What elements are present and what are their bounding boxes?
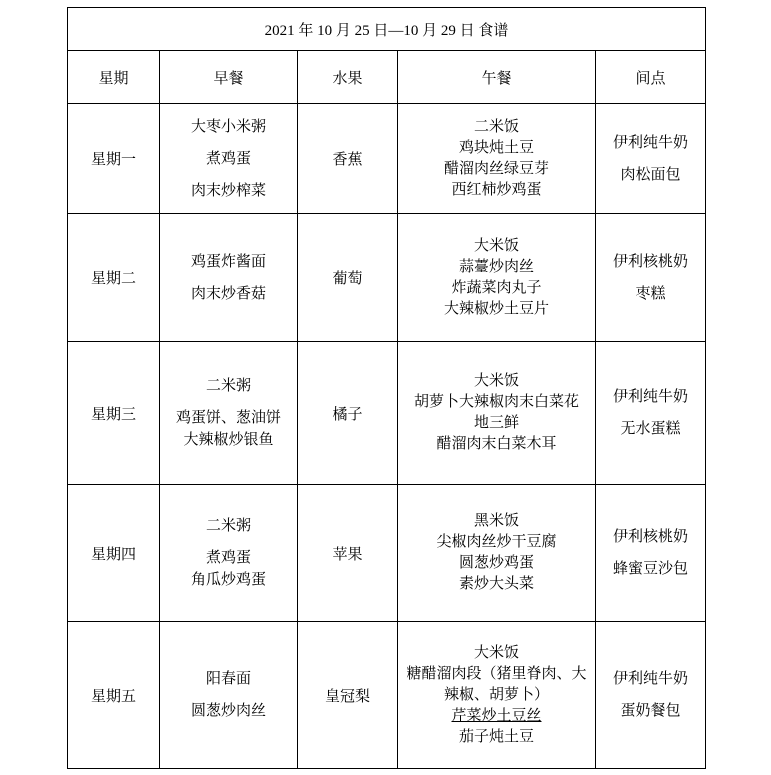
table-title: 2021 年 10 月 25 日—10 月 29 日 食谱 xyxy=(68,8,706,51)
menu-item-text: 芹菜炒土豆丝 xyxy=(451,707,542,724)
menu-item-text: 阳春面 xyxy=(205,671,251,687)
menu-row xyxy=(68,104,706,214)
menu-item-text: 圆葱炒鸡蛋 xyxy=(458,555,534,571)
menu-item-text: 无水蛋糕 xyxy=(620,421,681,437)
menu-item-text: 茄子炖土豆 xyxy=(458,728,534,745)
menu-item-text: 伊利核桃奶 xyxy=(613,529,689,545)
menu-item-text: 肉末炒香菇 xyxy=(190,285,266,302)
menu-item-text: 大枣小米粥 xyxy=(190,118,266,135)
fruit-cell: 苹果 xyxy=(298,485,398,622)
menu-item-text: 西红柿炒鸡蛋 xyxy=(451,181,542,198)
menu-row xyxy=(68,622,706,769)
title-row xyxy=(68,8,706,51)
fruit-cell: 香蕉 xyxy=(298,104,398,214)
menu-item-text: 圆葱炒肉丝 xyxy=(190,703,266,719)
breakfast-cell xyxy=(160,104,298,214)
menu-item-text: 大辣椒炒银鱼 xyxy=(183,432,274,448)
lunch-cell xyxy=(398,104,596,214)
snack-cell xyxy=(596,214,706,342)
menu-item-text: 煮鸡蛋 xyxy=(205,150,251,167)
lunch-cell xyxy=(398,485,596,622)
menu-row xyxy=(68,342,706,485)
column-header-breakfast: 早餐 xyxy=(160,51,298,104)
day-cell: 星期二 xyxy=(68,214,160,342)
menu-item-text: 尖椒肉丝炒干豆腐 xyxy=(436,534,557,550)
menu-table xyxy=(67,7,706,769)
snack-cell xyxy=(596,622,706,769)
day-cell: 星期三 xyxy=(68,342,160,485)
menu-item-text: 鸡块炖土豆 xyxy=(458,139,534,156)
column-header-fruit: 水果 xyxy=(298,51,398,104)
column-header-snack: 间点 xyxy=(596,51,706,104)
menu-item-text: 炸蔬菜肉丸子 xyxy=(451,279,542,296)
menu-item-text: 二米粥 xyxy=(205,378,251,394)
snack-cell xyxy=(596,104,706,214)
menu-item-text: 醋溜肉末白菜木耳 xyxy=(436,436,557,452)
fruit-cell: 皇冠梨 xyxy=(298,622,398,769)
lunch-cell xyxy=(398,342,596,485)
menu-item-text: 枣糕 xyxy=(635,285,666,302)
menu-item-text: 糖醋溜肉段（猪里脊肉、大辣椒、胡萝卜） xyxy=(406,665,587,703)
menu-item-text: 肉松面包 xyxy=(620,166,681,183)
menu-item-text: 地三鲜 xyxy=(473,415,519,431)
column-header-lunch: 午餐 xyxy=(398,51,596,104)
menu-item-text: 角瓜炒鸡蛋 xyxy=(190,572,266,588)
breakfast-cell xyxy=(160,342,298,485)
menu-item-text: 大米饭 xyxy=(473,644,519,661)
breakfast-cell xyxy=(160,622,298,769)
menu-item-text: 二米粥 xyxy=(205,518,251,534)
day-cell: 星期一 xyxy=(68,104,160,214)
menu-item-text: 鸡蛋饼、葱油饼 xyxy=(175,410,281,426)
header-row xyxy=(68,51,706,104)
menu-item-text: 伊利纯牛奶 xyxy=(613,671,689,687)
lunch-cell xyxy=(398,214,596,342)
snack-cell xyxy=(596,485,706,622)
menu-item-text: 二米饭 xyxy=(473,118,519,135)
fruit-cell: 葡萄 xyxy=(298,214,398,342)
snack-cell xyxy=(596,342,706,485)
menu-item-text: 肉末炒榨菜 xyxy=(190,182,266,199)
menu-item-text: 蜂蜜豆沙包 xyxy=(613,561,689,577)
menu-item-text: 鸡蛋炸酱面 xyxy=(190,253,266,270)
breakfast-cell xyxy=(160,214,298,342)
day-cell: 星期四 xyxy=(68,485,160,622)
menu-item-text: 伊利纯牛奶 xyxy=(613,389,689,405)
fruit-cell: 橘子 xyxy=(298,342,398,485)
menu-item-text: 伊利核桃奶 xyxy=(613,253,689,270)
menu-item-text: 蒜薹炒肉丝 xyxy=(458,258,534,275)
menu-item-text: 大米饭 xyxy=(473,373,519,389)
menu-item-text: 蛋奶餐包 xyxy=(620,703,681,719)
menu-item-text: 胡萝卜大辣椒肉末白菜花 xyxy=(413,394,579,410)
menu-table-body xyxy=(68,104,706,769)
column-header-week: 星期 xyxy=(68,51,160,104)
menu-item-text: 素炒大头菜 xyxy=(458,576,534,592)
menu-item-text: 煮鸡蛋 xyxy=(205,550,251,566)
menu-row xyxy=(68,214,706,342)
menu-item-text: 大米饭 xyxy=(473,237,519,254)
menu-item-text: 伊利纯牛奶 xyxy=(613,134,689,151)
menu-item-text: 大辣椒炒土豆片 xyxy=(443,300,549,317)
day-cell: 星期五 xyxy=(68,622,160,769)
menu-item-text: 醋溜肉丝绿豆芽 xyxy=(443,160,549,177)
breakfast-cell xyxy=(160,485,298,622)
lunch-cell xyxy=(398,622,596,769)
menu-row xyxy=(68,485,706,622)
menu-item-text: 黑米饭 xyxy=(473,513,519,529)
